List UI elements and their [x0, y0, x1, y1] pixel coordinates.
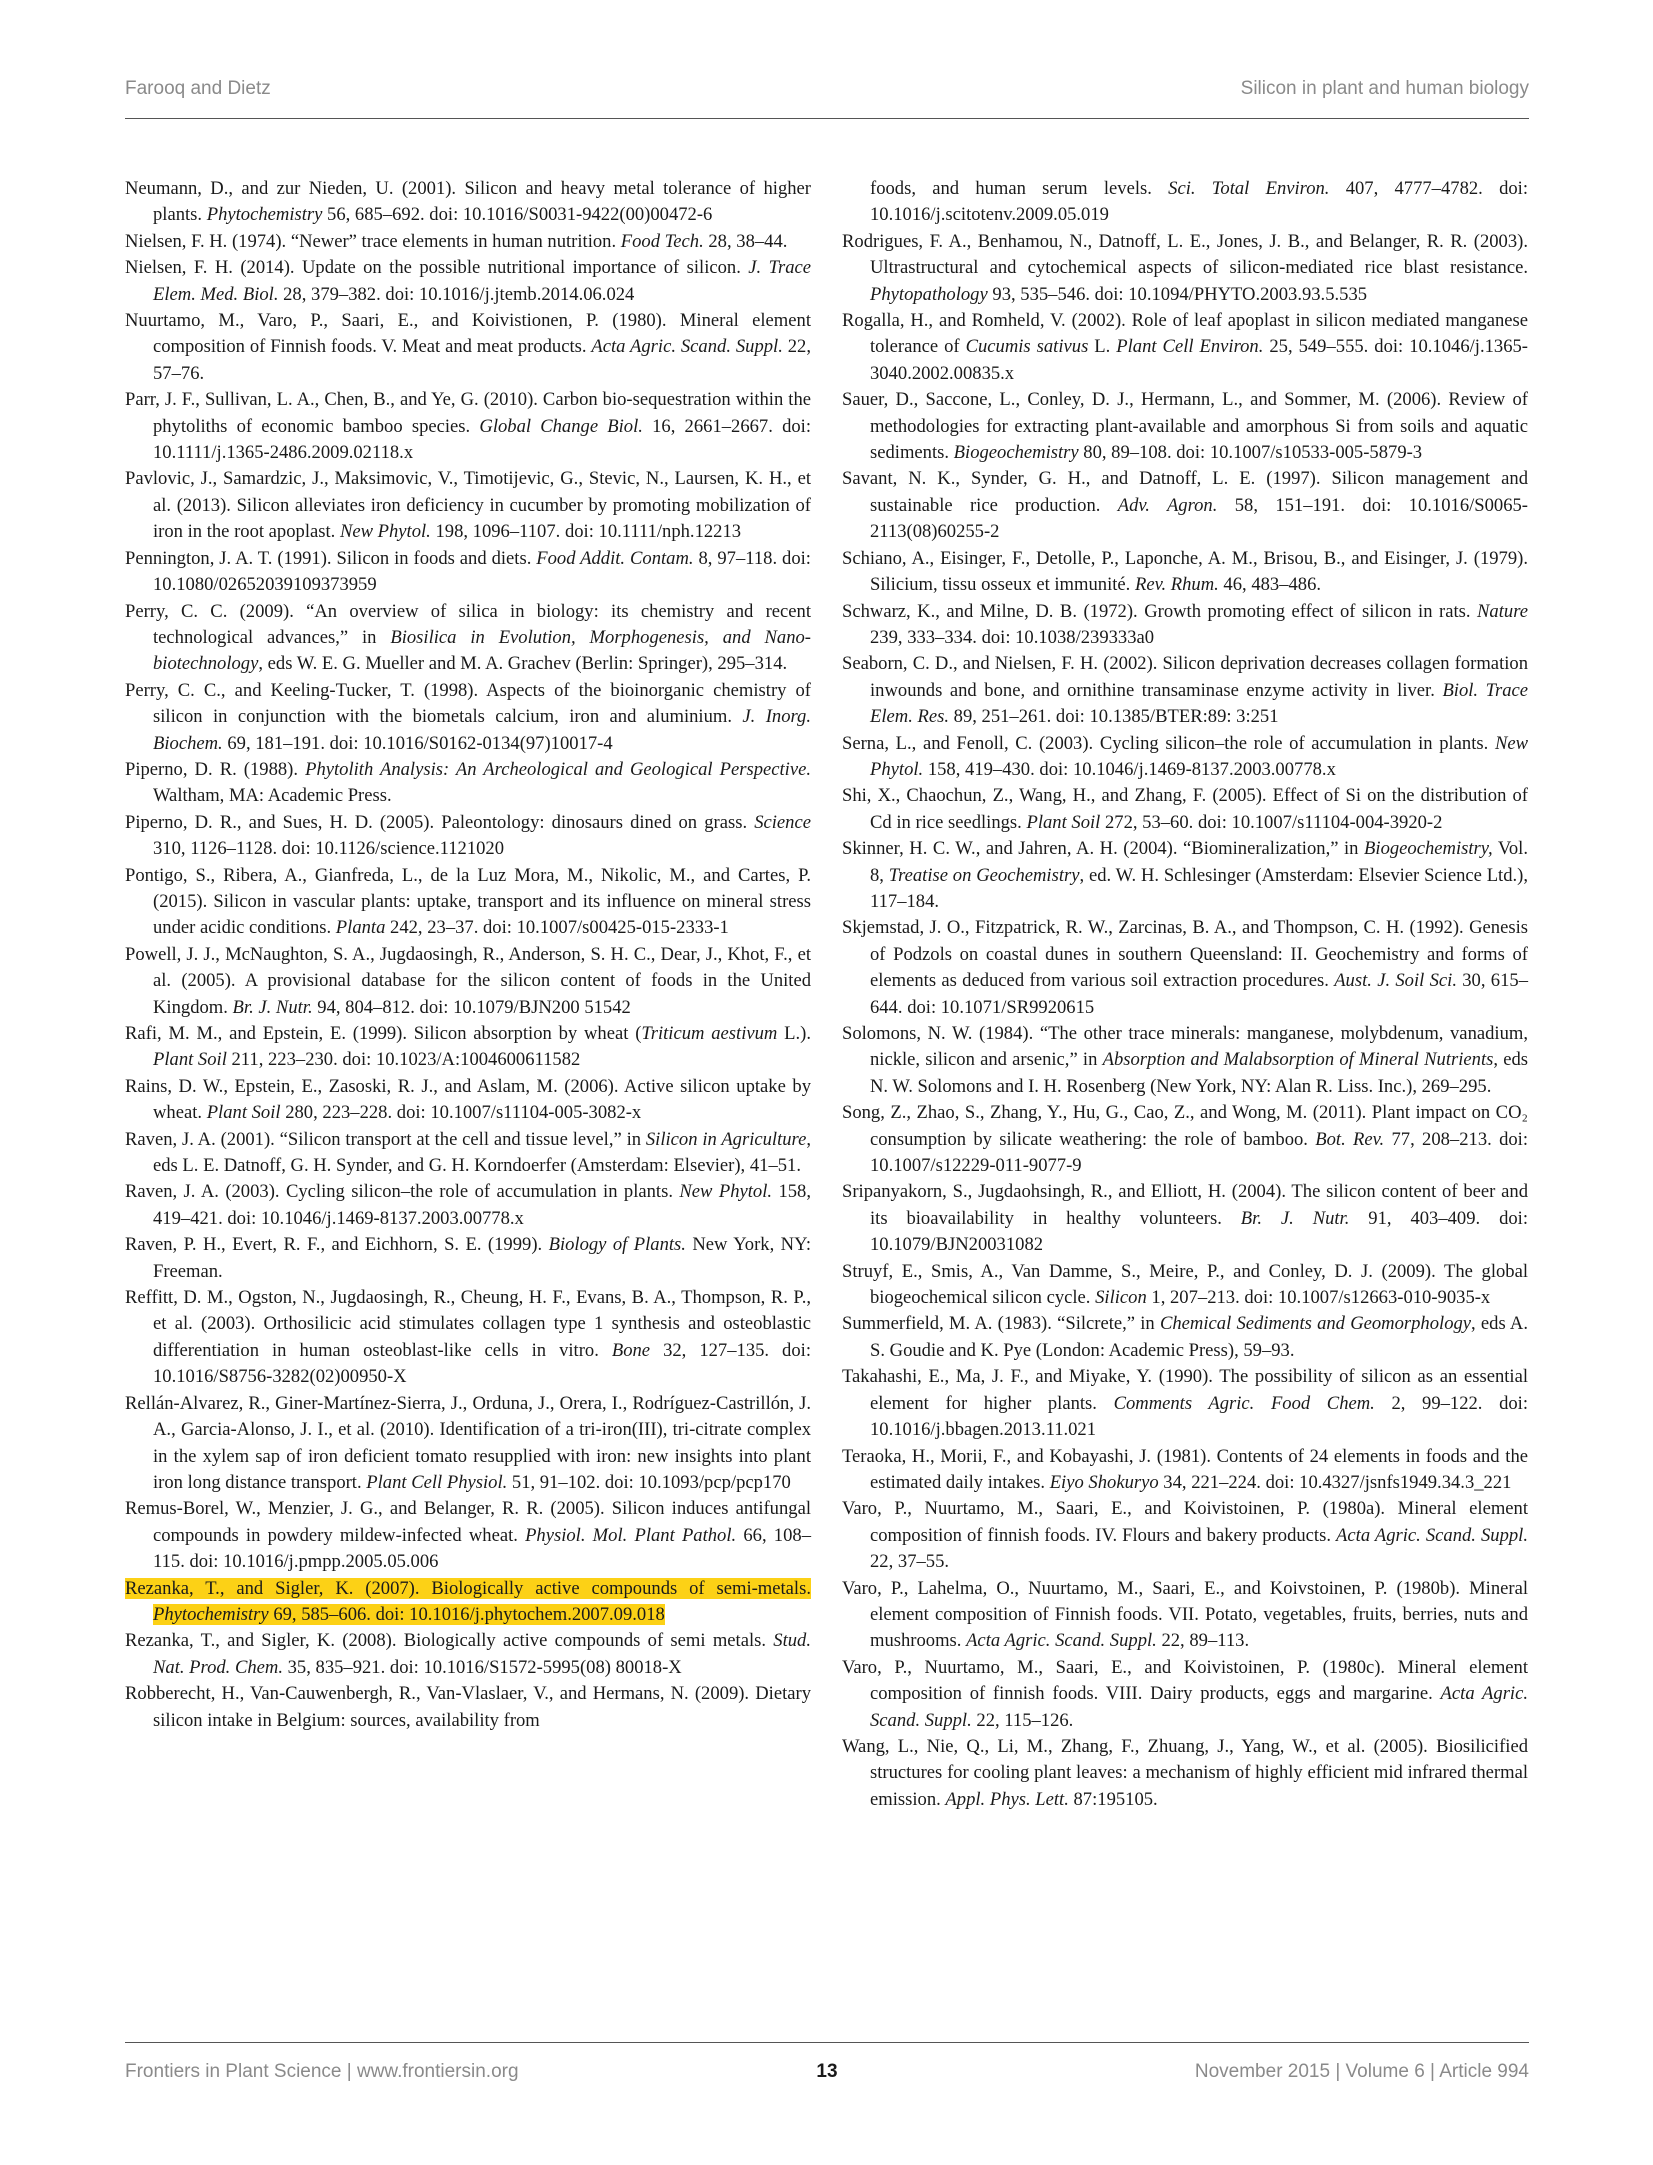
reference-text: Schwarz, K., and Milne, D. B. (1972). Growth promoting effect of silicon in rats.: [842, 600, 1478, 622]
reference-entry: [842, 1179, 1528, 1258]
reference-text: 69, 181–191. doi: 10.1016/S0162-0134(97)10017-4: [222, 732, 613, 754]
reference-text: 198, 1096–1107. doi: 10.1111/nph.12213: [430, 521, 742, 543]
reference-text: Robberecht, H., Van-Cauwenbergh, R., Van-Vlaslaer, V., and Hermans, N. (2009). Dietary silicon intake in Belgium: sources, availability from: [125, 1683, 811, 1731]
reference-text: 93, 535–546. doi: 10.1094/PHYTO.2003.93.5.535: [987, 283, 1368, 305]
reference-column-left: [125, 176, 811, 1734]
reference-journal: Silicon: [1095, 1287, 1147, 1309]
reference-column-right: [842, 176, 1528, 1813]
reference-entry: [842, 1021, 1528, 1100]
reference-entry: [842, 836, 1528, 915]
reference-text: 32, 127–135. doi: 10.1016/S8756-3282(02)00950-X: [153, 1339, 811, 1388]
reference-text: Rellán-Alvarez, R., Giner-Martínez-Sierra, J., Orduna, J., Orera, I., Rodríguez-Castrillón, J. A., Garcia-Alonso, J. I., et al. (2010). Identification of a tri-iron(III), tri-citrate complex in the xylem sap of iron deficient tomato resupplied with iron: new insights into plant iron long distance transport.: [125, 1392, 811, 1493]
reference-text: Solomons, N. W. (1984). “The other trace minerals: manganese, molybdenum, vanadium, nickle, silicon and arsenic,” in: [842, 1023, 1528, 1071]
reference-text: Waltham, MA: Academic Press.: [153, 785, 392, 807]
reference-journal: Phytochemistry: [206, 204, 323, 226]
reference-text: 28, 379–382. doi: 10.1016/j.jtemb.2014.06.024: [278, 283, 635, 305]
reference-journal: Acta Agric. Scand. Suppl.: [591, 336, 783, 358]
reference-text: 211, 223–230. doi: 10.1023/A:1004600611582: [226, 1049, 581, 1071]
reference-journal: Comments Agric. Food Chem.: [1113, 1392, 1375, 1414]
reference-text: Nuurtamo, M., Varo, P., Saari, E., and Koivistionen, P. (1980). Mineral element composition of Finnish foods. V. Meat and meat products.: [125, 310, 811, 358]
reference-text: 22, 57–76.: [153, 336, 811, 384]
reference-journal: Biogeochemistry: [953, 442, 1079, 464]
reference-journal: Biology of Plants.: [548, 1234, 686, 1256]
page-footer: [125, 2042, 1529, 2103]
reference-entry: [125, 863, 811, 942]
reference-text: Powell, J. J., McNaughton, S. A., Jugdaosingh, R., Anderson, S. H. C., Dear, J., Khot, F., et al. (2005). A provisional database for the silicon content of foods in the United Kingdom.: [125, 943, 811, 1018]
reference-entry: [842, 229, 1528, 308]
reference-journal: Cucumis sativus: [965, 336, 1089, 358]
reference-entry: [125, 466, 811, 545]
reference-text: Vol. 8,: [870, 838, 1528, 886]
reference-text: Wang, L., Nie, Q., Li, M., Zhang, F., Zhuang, J., Yang, W., et al. (2005). Biosilicified structures for cooling plant leaves: a mechanism of highly efficient mid infrared thermal emission.: [842, 1735, 1528, 1810]
reference-text: 239, 333–334. doi: 10.1038/239333a0: [870, 626, 1155, 648]
reference-text: 22, 89–113.: [1156, 1630, 1250, 1652]
reference-text: Rezanka, T., and Sigler, K. (2008). Biologically active compounds of semi metals.: [125, 1630, 774, 1652]
reference-journal: Eiyo Shokuryo: [1049, 1471, 1159, 1493]
reference-text: 22, 37–55.: [870, 1551, 950, 1573]
reference-text: 91, 403–409. doi: 10.1079/BJN20031082: [870, 1207, 1528, 1256]
reference-text: Varo, P., Lahelma, O., Nuurtamo, M., Saari, E., and Koivstoinen, P. (1980b). Mineral element composition of Finnish foods. VII. Potato, vegetables, fruits, berries, nuts and mushrooms.: [842, 1577, 1528, 1652]
reference-entry: [125, 942, 811, 1021]
reference-journal: Food Addit. Contam.: [536, 547, 694, 569]
reference-text: Piperno, D. R. (1988).: [125, 758, 306, 780]
reference-journal: Rev. Rhum.: [1134, 574, 1219, 596]
reference-text: Shi, X., Chaochun, Z., Wang, H., and Zhang, F. (2005). Effect of Si on the distribution of Cd in rice seedlings.: [842, 785, 1528, 833]
reference-entry-highlighted: [125, 1576, 811, 1629]
reference-entry: [125, 599, 811, 678]
reference-entry: [125, 546, 811, 599]
reference-journal: Phytochemistry: [153, 1603, 269, 1625]
reference-entry: [842, 1576, 1528, 1655]
reference-journal: Br. J. Nutr.: [1240, 1207, 1350, 1229]
reference-text: 56, 685–692. doi: 10.1016/S0031-9422(00)00472-6: [322, 204, 713, 226]
reference-text: , ed. W. H. Schlesinger (Amsterdam: Elsevier Science Ltd.), 117–184.: [870, 864, 1529, 912]
reference-text: Sauer, D., Saccone, L., Conley, D. J., Hermann, L., and Sommer, M. (2006). Review of methodologies for extracting plant-available and amorphous Si from soils and aquatic sediments.: [842, 389, 1528, 464]
reference-entry: [125, 1232, 811, 1285]
reference-text: 8, 97–118. doi: 10.1080/02652039109373959: [153, 547, 811, 596]
reference-journal: Bone: [611, 1339, 651, 1361]
reference-entry: [125, 387, 811, 466]
reference-journal: Food Tech.: [620, 230, 704, 252]
reference-text: 310, 1126–1128. doi: 10.1126/science.1121020: [153, 838, 505, 860]
reference-text: 1, 207–213. doi: 10.1007/s12663-010-9035-x: [1146, 1287, 1491, 1309]
reference-text: 25, 549–555. doi: 10.1046/j.1365-3040.2002.00835.x: [870, 336, 1528, 384]
reference-entry: [842, 1311, 1528, 1364]
reference-text: 94, 804–812. doi: 10.1079/BJN200 51542: [312, 996, 631, 1018]
reference-text: Rodrigues, F. A., Benhamou, N., Datnoff, L. E., Jones, J. B., and Belanger, R. R. (2003). Ultrastructural and cytochemical aspects of silicon-mediated rice blast resistance.: [842, 230, 1528, 279]
reference-text: New York, NY: Freeman.: [153, 1234, 811, 1282]
reference-entry: [125, 1628, 811, 1681]
reference-text: Piperno, D. R., and Sues, H. D. (2005). Paleontology: dinosaurs dined on grass.: [125, 811, 755, 833]
reference-text: 16, 2661–2667. doi: 10.1111/j.1365-2486.2009.02118.x: [153, 415, 812, 464]
reference-entry: [842, 651, 1528, 730]
reference-journal: Bot. Rev.: [1315, 1128, 1385, 1150]
reference-entry: [125, 1285, 811, 1391]
reference-text: Teraoka, H., Morii, F., and Kobayashi, J. (1981). Contents of 24 elements in foods and the estimated daily intakes.: [842, 1445, 1528, 1493]
reference-journal: J. Inorg. Biochem.: [153, 706, 811, 754]
reference-text: Nielsen, F. H. (1974). “Newer” trace elements in human nutrition.: [125, 230, 621, 252]
reference-text: , eds L. E. Datnoff, G. H. Synder, and G. H. Korndoerfer (Amsterdam: Elsevier), 41–51.: [153, 1128, 812, 1177]
reference-entry: [125, 1681, 811, 1734]
reference-text: 30, 615–644. doi: 10.1071/SR9920615: [870, 970, 1528, 1018]
reference-entry: [125, 757, 811, 810]
reference-entry: [842, 387, 1528, 466]
reference-journal: Plant Cell Physiol.: [366, 1471, 508, 1493]
reference-journal: Biol. Trace Elem. Res.: [870, 679, 1528, 728]
reference-text: 87:195105.: [1068, 1788, 1158, 1810]
reference-journal: Biosilica in Evolution, Morphogenesis, and Nano-biotechnology: [153, 626, 811, 675]
reference-entry: [842, 1259, 1528, 1312]
reference-text: , eds A. S. Goudie and K. Pye (London: Academic Press), 59–93.: [870, 1313, 1528, 1361]
footer-journal: Frontiers in Plant Science | www.frontiersin.org: [125, 2061, 519, 2082]
reference-entry: [125, 678, 811, 757]
reference-entry: [125, 1496, 811, 1575]
reference-text: 158, 419–421. doi: 10.1046/j.1469-8137.2003.00778.x: [153, 1181, 811, 1229]
reference-text: Raven, P. H., Evert, R. F., and Eichhorn, S. E. (1999).: [125, 1234, 549, 1256]
reference-text: Neumann, D., and zur Nieden, U. (2001). Silicon and heavy metal tolerance of higher plants.: [125, 178, 811, 226]
page-number: 13: [816, 2061, 838, 2082]
header-authors: Farooq and Dietz: [125, 78, 271, 99]
reference-text: Varo, P., Nuurtamo, M., Saari, E., and Koivistoinen, P. (1980a). Mineral element composition of finnish foods. IV. Flours and bakery products.: [842, 1498, 1528, 1546]
reference-text: Sripanyakorn, S., Jugdaohsingh, R., and Elliott, H. (2004). The silicon content of beer and its bioavailability in healthy volunteers.: [842, 1181, 1528, 1229]
reference-entry: [842, 783, 1528, 836]
reference-journal: Science: [754, 811, 811, 833]
reference-text: 58, 151–191. doi: 10.1016/S0065-2113(08)60255-2: [870, 494, 1528, 543]
reference-entry: [842, 308, 1528, 387]
reference-journal: Global Change Biol.: [479, 415, 643, 437]
reference-journal: Triticum aestivum: [641, 1023, 778, 1044]
reference-journal: Silicon in Agriculture: [645, 1128, 807, 1150]
highlight-mark: [125, 1578, 811, 1625]
reference-entry: [125, 1074, 811, 1127]
reference-text: Schiano, A., Eisinger, F., Detolle, P., Laponche, A. M., Brisou, B., and Eisinger, J. (1979). Silicium, tissu osseux et immunité.: [842, 547, 1528, 596]
reference-entry: [842, 1100, 1528, 1179]
reference-text: 280, 223–228. doi: 10.1007/s11104-005-3082-x: [280, 1102, 642, 1124]
reference-entry: [842, 915, 1528, 1021]
page-header: [125, 78, 1529, 119]
reference-text: Rains, D. W., Epstein, E., Zasoski, R. J., and Aslam, M. (2006). Active silicon uptake by wheat.: [125, 1075, 811, 1124]
reference-journal: Plant Soil: [1026, 811, 1101, 833]
reference-journal: Acta Agric. Scand. Suppl.: [1336, 1524, 1528, 1546]
reference-text: Reffitt, D. M., Ogston, N., Jugdaosingh, R., Cheung, H. F., Evans, B. A., Thompson, R. P., et al. (2003). Orthosilicic acid stimulates collagen type 1 synthesis and osteoblastic differentiation in human osteoblast-like cells in vitro.: [125, 1287, 811, 1361]
reference-text: 80, 89–108. doi: 10.1007/s10533-005-5879-3: [1078, 442, 1423, 464]
reference-text: Skinner, H. C. W., and Jahren, A. H. (2004). “Biomineralization,” in: [842, 838, 1365, 860]
reference-text: 34, 221–224. doi: 10.4327/jsnfs1949.34.3_221: [1158, 1471, 1512, 1493]
reference-journal: Absorption and Malabsorption of Mineral Nutrients: [1102, 1049, 1494, 1071]
reference-entry: [125, 1021, 811, 1074]
reference-journal: Biogeochemistry,: [1364, 838, 1493, 860]
reference-text: Nielsen, F. H. (2014). Update on the possible nutritional importance of silicon.: [125, 257, 749, 279]
header-running-title: Silicon in plant and human biology: [1240, 78, 1529, 99]
reference-journal: Adv. Agron.: [1117, 494, 1218, 516]
reference-entry: [842, 546, 1528, 599]
reference-journal: Plant Soil: [153, 1049, 227, 1071]
reference-text: Skjemstad, J. O., Fitzpatrick, R. W., Zarcinas, B. A., and Thompson, C. H. (1992). Genesis of Podzols on coastal dunes in southern Queensland: II. Geochemistry and forms of elements as deduced from various soil extraction procedures.: [842, 917, 1528, 992]
reference-text: foods, and human serum levels.: [870, 178, 1169, 199]
reference-text: L.: [1088, 336, 1117, 358]
reference-entry: [842, 1734, 1528, 1813]
reference-entry: [125, 176, 811, 229]
reference-text: Savant, N. K., Synder, G. H., and Datnoff, L. E. (1997). Silicon management and sustainable rice production.: [842, 468, 1528, 516]
reference-text: Struyf, E., Smis, A., Van Damme, S., Meire, P., and Conley, D. J. (2009). The global biogeochemical silicon cycle.: [842, 1260, 1528, 1309]
reference-text: L.).: [777, 1023, 811, 1044]
reference-entry: [842, 466, 1528, 545]
reference-entry: [842, 1496, 1528, 1575]
reference-journal: New Phytol.: [679, 1181, 773, 1203]
reference-journal: Acta Agric. Scand. Suppl.: [966, 1630, 1157, 1652]
reference-entry: [842, 731, 1528, 784]
reference-entry: [125, 1127, 811, 1180]
reference-journal: J. Trace Elem. Med. Biol.: [153, 257, 811, 305]
reference-journal: Nature: [1477, 600, 1528, 622]
reference-text: Varo, P., Nuurtamo, M., Saari, E., and Koivistoinen, P. (1980c). Mineral element composition of finnish foods. VIII. Dairy products, eggs and margarine.: [842, 1656, 1528, 1705]
reference-text: Rezanka, T., and Sigler, K. (2007). Biologically active compounds of semi-metals.: [125, 1577, 811, 1599]
reference-entry: [125, 255, 811, 308]
reference-text: Perry, C. C. (2009). “An overview of silica in biology: its chemistry and recent technological advances,” in: [125, 600, 811, 648]
reference-text: 158, 419–430. doi: 10.1046/j.1469-8137.2003.00778.x: [923, 758, 1336, 780]
reference-text: 89, 251–261. doi: 10.1385/BTER:89: 3:251: [949, 706, 1279, 728]
reference-text: 77, 208–213. doi: 10.1007/s12229-011-9077-9: [870, 1128, 1529, 1177]
reference-entry: [125, 1179, 811, 1232]
reference-text: 35, 835–921. doi: 10.1016/S1572-5995(08) 80018-X: [282, 1656, 682, 1678]
reference-journal: Treatise on Geochemistry: [888, 864, 1080, 886]
reference-entry: [842, 176, 1528, 229]
reference-text: 22, 115–126.: [971, 1709, 1074, 1731]
reference-entry: [125, 810, 811, 863]
reference-text: 46, 483–486.: [1218, 574, 1322, 596]
footer-issue: November 2015 | Volume 6 | Article 994: [1194, 2061, 1529, 2082]
reference-journal: Stud. Nat. Prod. Chem.: [153, 1630, 811, 1678]
reference-text: 2, 99–122. doi: 10.1016/j.bbagen.2013.11.021: [870, 1392, 1528, 1441]
reference-text: 69, 585–606. doi: 10.1016/j.phytochem.2007.09.018: [268, 1603, 665, 1625]
reference-text: Remus-Borel, W., Menzier, J. G., and Belanger, R. R. (2005). Silicon induces antifungal compounds in powdery mildew-infected wheat.: [125, 1498, 811, 1546]
reference-text: , eds N. W. Solomons and I. H. Rosenberg (New York, NY: Alan R. Liss. Inc.), 269–295.: [870, 1049, 1528, 1097]
reference-journal: Plant Soil: [206, 1102, 281, 1124]
reference-journal: Chemical Sediments and Geomorphology: [1159, 1313, 1472, 1335]
reference-journal: Physiol. Mol. Plant Pathol.: [525, 1524, 737, 1546]
reference-text: 242, 23–37. doi: 10.1007/s00425-015-2333-1: [385, 917, 729, 939]
reference-journal: Appl. Phys. Lett.: [945, 1788, 1069, 1810]
reference-text: Perry, C. C., and Keeling-Tucker, T. (1998). Aspects of the bioinorganic chemistry of silicon in conjunction with the biometals calcium, iron and aluminium.: [125, 679, 811, 728]
reference-journal: Acta Agric. Scand. Suppl.: [870, 1683, 1528, 1731]
reference-text: Pennington, J. A. T. (1991). Silicon in foods and diets.: [125, 547, 537, 569]
reference-text: , eds W. E. G. Mueller and M. A. Grachev (Berlin: Springer), 295–314.: [258, 653, 788, 675]
reference-entry: [125, 1391, 811, 1497]
reference-text: 51, 91–102. doi: 10.1093/pcp/pcp170: [507, 1471, 791, 1493]
reference-text: Seaborn, C. D., and Nielsen, F. H. (2002). Silicon deprivation decreases collagen formation inwounds and bone, and ornithine transaminase enzyme activity in liver.: [842, 653, 1528, 701]
reference-text: Song, Z., Zhao, S., Zhang, Y., Hu, G., Cao, Z., and Wong, M. (2011). Plant impact on CO₂ consumption by silicate weathering: the role of bamboo.: [842, 1102, 1528, 1150]
reference-journal: Phytolith Analysis: An Archeological and Geological Perspective.: [305, 758, 811, 780]
reference-text: Parr, J. F., Sullivan, L. A., Chen, B., and Ye, G. (2010). Carbon bio-sequestration within the phytoliths of economic bamboo species.: [125, 389, 811, 437]
reference-text: Takahashi, E., Ma, J. F., and Miyake, Y. (1990). The possibility of silicon as an essential element for higher plants.: [842, 1366, 1528, 1414]
reference-journal: Br. J. Nutr.: [232, 996, 313, 1018]
reference-journal: Sci. Total Environ.: [1168, 178, 1330, 199]
reference-text: Serna, L., and Fenoll, C. (2003). Cycling silicon–the role of accumulation in plants.: [842, 732, 1495, 754]
reference-entry: [125, 308, 811, 387]
reference-entry: [842, 1444, 1528, 1497]
reference-journal: New Phytol.: [339, 521, 431, 543]
reference-text: Raven, J. A. (2003). Cycling silicon–the role of accumulation in plants.: [125, 1181, 680, 1203]
reference-journal: Planta: [335, 917, 386, 939]
reference-entry: [842, 1655, 1528, 1734]
reference-text: Pontigo, S., Ribera, A., Gianfreda, L., de la Luz Mora, M., Nikolic, M., and Cartes, P. (2015). Silicon in vascular plants: uptake, transport and its influence on mineral stress under acidic conditions.: [125, 864, 811, 939]
reference-journal: Phytopathology: [870, 283, 988, 305]
reference-text: 28, 38–44.: [703, 230, 788, 252]
reference-journal: Aust. J. Soil Sci.: [1334, 970, 1457, 992]
reference-text: Rafi, M. M., and Epstein, E. (1999). Silicon absorption by wheat (: [125, 1023, 642, 1044]
reference-journal: New Phytol.: [870, 732, 1528, 780]
reference-entry: [842, 599, 1528, 652]
reference-journal: Plant Cell Environ.: [1116, 336, 1264, 358]
reference-text: 66, 108–115. doi: 10.1016/j.pmpp.2005.05.006: [153, 1524, 811, 1573]
reference-text: Summerfield, M. A. (1983). “Silcrete,” in: [842, 1313, 1160, 1335]
reference-text: Pavlovic, J., Samardzic, J., Maksimovic, V., Timotijevic, G., Stevic, N., Laursen, K. H., et al. (2013). Silicon alleviates iron deficiency in cucumber by promoting mobilization of iron in the root apoplast.: [125, 468, 811, 543]
reference-text: Raven, J. A. (2001). “Silicon transport at the cell and tissue level,” in: [125, 1128, 646, 1150]
reference-text: Rogalla, H., and Romheld, V. (2002). Role of leaf apoplast in silicon mediated manganese tolerance of: [842, 310, 1528, 358]
reference-text: 272, 53–60. doi: 10.1007/s11104-004-3920-2: [1100, 811, 1443, 833]
reference-entry: [125, 229, 811, 255]
reference-entry: [842, 1364, 1528, 1443]
reference-text: 407, 4777–4782. doi: 10.1016/j.scitotenv.2009.05.019: [870, 178, 1528, 226]
